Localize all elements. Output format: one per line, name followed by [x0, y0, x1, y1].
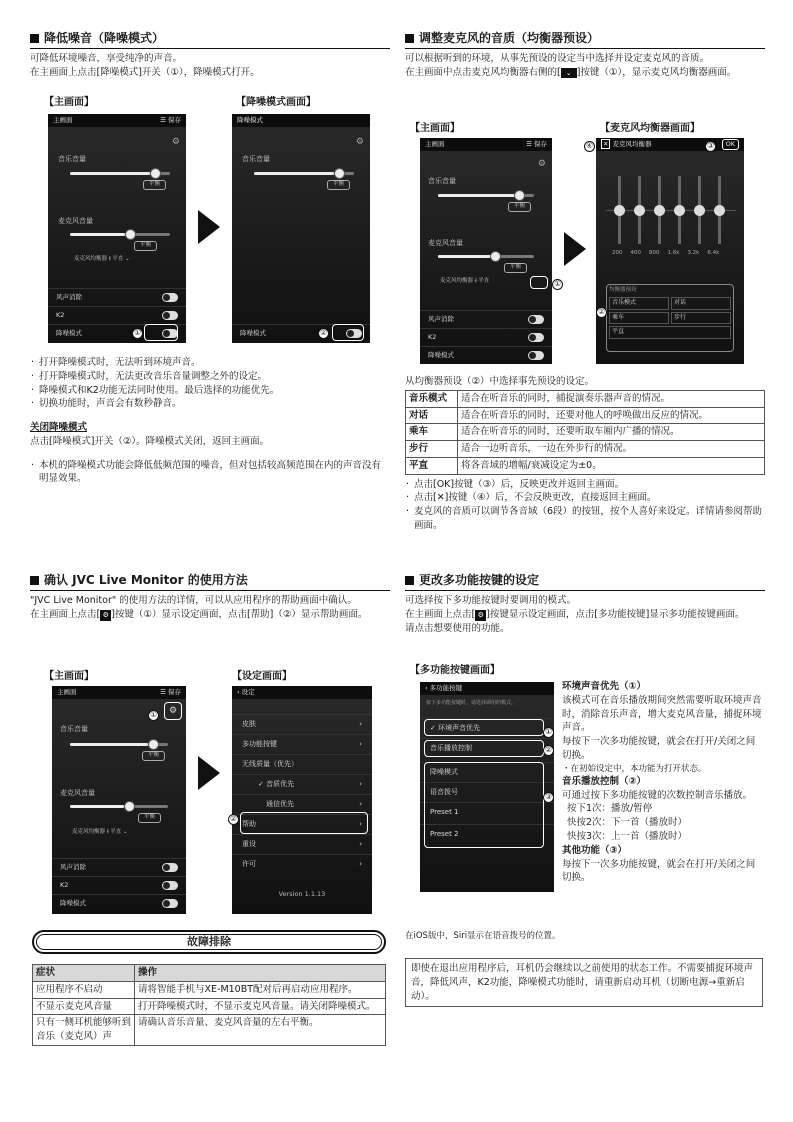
- bullet: · 打开降噪模式时，无法更改音乐音量调整之外的设定。: [30, 370, 390, 384]
- callout-2: ②: [596, 305, 607, 319]
- nc-row[interactable]: 降噪模式: [52, 894, 186, 912]
- section-title: 确认 JVC Live Monitor 的使用方法: [30, 572, 390, 591]
- balance-button[interactable]: 平衡: [143, 180, 166, 190]
- k2-row[interactable]: K2: [52, 876, 186, 894]
- version-text: Version 1.1.13: [278, 890, 326, 898]
- eq-row[interactable]: 麦克风均衡器 ⫲ 平直: [440, 278, 490, 284]
- section-title: 降低噪音（降噪模式）: [30, 30, 390, 49]
- freq-labels: 200 400 800 1.6k 3.2k 6.4k: [612, 250, 720, 256]
- label-settings-screen: 【设定画面】: [232, 671, 292, 682]
- label-main-screen: 【主画面】: [44, 97, 94, 108]
- preset-talk[interactable]: 对话: [671, 297, 731, 310]
- highlight-2: [332, 324, 364, 341]
- phone-multifunction-screen: ‹ 多功能按键 按下多功能按键时，请选择调用的模式。 ✓ 环境声音优先 音乐播放控制 降噪模式 语音拨号 Preset 1 Preset 2: [420, 682, 554, 892]
- paragraph: 该模式可在音乐播放期间突然需要听取环境声音时，消除音乐声音，增大麦克风音量，捕捉环境声音。: [562, 694, 762, 734]
- callout-4: ④: [584, 139, 595, 153]
- table-row: 乘车 适合在听音乐的同时，还要听取车厢内广播的情况。: [406, 424, 765, 441]
- callout-1: ①: [552, 277, 563, 291]
- paragraph: 在主画面上点击[ ⚙ ]按键显示设定画面，点击[多功能按键]显示多功能按键画面。: [405, 609, 745, 621]
- menu-skin[interactable]: 皮肤 ›: [232, 714, 372, 734]
- table-row: 只有一侧耳机能够听到音乐（麦克风）声 请确认音乐音量、麦克风音量的左右平衡。: [33, 1015, 386, 1046]
- paragraph: 可以根据听到的环境，从事先预设的设定当中选择并设定麦克风的音质。: [405, 53, 710, 65]
- hint-text: 按下多功能按键时，请选择调用的模式。: [426, 700, 517, 706]
- section-title: 更改多功能按键的设定: [405, 572, 765, 591]
- ios-note: 在iOS版中，Siri显示在语音拨号的位置。: [405, 931, 561, 941]
- balance-button[interactable]: 平衡: [134, 241, 157, 251]
- table-row: 应用程序不启动 请将智能手机与XE-M10BT配对后再启动应用程序。: [33, 981, 386, 998]
- paragraph: 快按3次：上一首（播放时）: [567, 830, 688, 842]
- music-volume-label: 音乐音量: [60, 725, 88, 733]
- paragraph: 快按2次：下一首（播放时）: [567, 817, 688, 829]
- nc-notes: [30, 356, 390, 486]
- music-volume-slider[interactable]: [254, 172, 354, 175]
- bullet: · 降噪模式和K2功能无法同时使用。最后选择的功能优先。: [30, 384, 390, 398]
- highlight-1: [144, 324, 178, 341]
- menu-help[interactable]: 帮助 ›: [232, 814, 372, 834]
- highlight-3: [424, 762, 544, 848]
- label-main-screen: 【主画面】: [44, 671, 94, 682]
- balance-button[interactable]: 平衡: [327, 180, 350, 190]
- section-noise-cancel: [30, 30, 390, 80]
- option-preset1[interactable]: Preset 1: [420, 802, 554, 822]
- paragraph: 可通过按下多功能按键的次数控制音乐播放。: [562, 789, 753, 801]
- highlight-help: [240, 812, 368, 834]
- section-mic-eq: [405, 30, 765, 80]
- balance-button[interactable]: 平衡: [504, 263, 527, 273]
- trouble-table: 症状 操作 应用程序不启动 请将智能手机与XE-M10BT配对后再启动应用程序。 不显示麦克风音量 打开降噪模式时，不显示麦克风音量。请关闭降噪模式。 只有一侧耳机能够听到音乐（麦克风）声 请确认音乐音量、麦克风音量的左右平衡。: [32, 964, 386, 1046]
- highlight-1: [530, 276, 548, 289]
- chevron-down-icon: ⌄: [561, 68, 577, 78]
- mic-volume-label: 麦克风音量: [428, 239, 463, 247]
- option-title: 其他功能（③）: [562, 844, 628, 856]
- ok-button[interactable]: OK: [722, 139, 739, 150]
- paragraph: 请点击想要使用的功能。: [405, 622, 510, 634]
- eq-row[interactable]: 麦克风均衡器 ⫲ 平直 ⌄: [72, 829, 128, 835]
- phone-main-screen-2: 主画面 ☰ 保存 ⚙ 音乐音量 平衡 麦克风音量 平衡 麦克风均衡器 ⫲ 平直 风声消除 K2 降噪模式: [420, 138, 552, 364]
- phone-nc-screen: 降噪模式 ⚙ 音乐音量 平衡 降噪模式: [232, 114, 370, 343]
- eq-row[interactable]: 麦克风均衡器 ⫲ 平直 ⌄: [74, 256, 130, 262]
- mic-volume-slider[interactable]: [438, 255, 534, 258]
- nc-row[interactable]: 降噪模式: [48, 324, 186, 342]
- paragraph: 每按下一次多功能按键，就会在打开/关闭之间切换。: [562, 736, 756, 761]
- paragraph: 按下1次：播放/暂停: [567, 803, 653, 815]
- arrow-right-icon: [198, 756, 220, 790]
- option-title: 环境声音优先（①）: [562, 681, 647, 692]
- menu-sound-priority[interactable]: ✓ 音质优先 ›: [232, 774, 372, 794]
- callout-2: ②: [228, 812, 239, 826]
- eq-presets-explanation: [405, 375, 765, 533]
- balance-button[interactable]: 平衡: [508, 202, 531, 212]
- music-volume-slider[interactable]: [438, 194, 534, 197]
- mic-volume-label: 麦克风音量: [60, 789, 95, 797]
- table-row: 步行 适合一边听音乐，一边在外步行的情况。: [406, 441, 765, 458]
- bullet: · 麦克风的音质可以调节各音域（6段）的按钮，按个人喜好来设定。详情请参阅帮助画面。: [405, 505, 765, 533]
- screen-title: 主画面: [53, 115, 73, 124]
- phone-eq-screen: ✕ 麦克风均衡器 OK 200 400 800 1.6k 3.2k 6.4k 均衡器预设 音乐模式 对话 乘车 步行 平直: [596, 138, 744, 364]
- preset-ride[interactable]: 乘车: [609, 312, 669, 325]
- menu-wireless: 无线质量（优先）: [232, 754, 372, 774]
- label-multifunction-screen: 【多功能按键画面】: [410, 665, 500, 676]
- subheading: 关闭降噪模式: [30, 422, 88, 434]
- paragraph: 可降低环境噪音，享受纯净的声音。: [30, 53, 183, 65]
- option-title: 音乐播放控制（②）: [562, 775, 647, 787]
- callout-1: ①: [543, 725, 554, 739]
- option-ambient[interactable]: ✓ 环境声音优先: [420, 718, 554, 738]
- option-preset2[interactable]: Preset 2: [420, 824, 554, 844]
- gear-icon: ⚙: [100, 610, 111, 621]
- section-title: 调整麦克风的音质（均衡器预设）: [405, 30, 765, 49]
- phone-settings-screen: ‹ 设定 皮肤 › 多功能按键 › 无线质量（优先） ✓ 音质优先 › 通信优先 › 帮助 › 重设 › 许可 › Version 1.1.13: [232, 686, 372, 914]
- nc-row[interactable]: 降噪模式: [420, 346, 552, 364]
- table-row: 平直 将各音域的增幅/衰减设定为±0。: [406, 457, 765, 474]
- bullet: · 本机的降噪模式功能会降低低频范围的噪音，但对包括较高频范围在内的声音没有明显效果。: [30, 459, 390, 487]
- paragraph: 点击[降噪模式]开关（②）。降噪模式关闭，返回主画面。: [30, 435, 270, 447]
- bullet: · 点击[✕]按键（④）后，不会反映更改，直接返回主画面。: [405, 491, 765, 505]
- balance-button[interactable]: 平衡: [142, 751, 165, 761]
- arrow-right-icon: [198, 210, 220, 244]
- section-multifunction: [405, 572, 765, 636]
- wind-row[interactable]: 风声消除: [48, 288, 186, 306]
- label-eq-screen: 【麦克风均衡器画面】: [600, 123, 700, 134]
- music-volume-label: 音乐音量: [58, 155, 86, 163]
- preset-title: 均衡器预设: [609, 287, 637, 293]
- mic-volume-label: 麦克风音量: [58, 217, 93, 225]
- gear-icon: ⚙: [475, 610, 486, 621]
- k2-row[interactable]: K2: [420, 328, 552, 346]
- table-row: 音乐模式 适合在听音乐的同时，捕捉演奏乐器声音的情况。: [406, 390, 765, 407]
- preset-walk[interactable]: 步行: [671, 312, 731, 325]
- preset-panel: [606, 284, 734, 352]
- table-row: 不显示麦克风音量 打开降噪模式时，不显示麦克风音量。请关闭降噪模式。: [33, 998, 386, 1015]
- paragraph: "JVC Live Monitor" 的使用方法的详情，可以从应用程序的帮助画面中确认。: [30, 595, 357, 607]
- highlight-2: [424, 740, 544, 757]
- wind-row[interactable]: 风声消除: [52, 858, 186, 876]
- mic-volume-slider[interactable]: [70, 233, 170, 236]
- callout-3: ③: [543, 790, 554, 804]
- phone-main-screen: [48, 114, 186, 343]
- paragraph: 从均衡器预设（②）中选择事先预设的设定。: [405, 376, 595, 387]
- phone-main-screen-3: 主画面 ☰ 保存 ⚙ 音乐音量 平衡 麦克风音量 平衡 麦克风均衡器 ⫲ 平直 ⌄ 风声消除 K2 降噪模式: [52, 686, 186, 914]
- balance-button[interactable]: 平衡: [138, 813, 161, 823]
- bullet: · 打开降噪模式时，无法听到环境声音。: [30, 356, 390, 370]
- label-main-screen: 【主画面】: [410, 123, 460, 134]
- wind-row[interactable]: 风声消除: [420, 310, 552, 328]
- highlight-1: [424, 719, 544, 736]
- callout-2: ②: [543, 743, 554, 757]
- bullet: · 点击[OK]按键（③）后，反映更改并返回主画面。: [405, 478, 765, 492]
- menu-comm-priority[interactable]: 通信优先 ›: [232, 794, 372, 814]
- option-music[interactable]: 音乐播放控制: [420, 738, 554, 758]
- music-volume-slider[interactable]: [70, 172, 170, 175]
- option-nc[interactable]: 降噪模式: [420, 762, 554, 782]
- preset-table: [405, 390, 765, 475]
- gear-icon[interactable]: ⚙: [537, 159, 546, 169]
- close-icon[interactable]: ✕: [603, 139, 609, 148]
- callout-1: ①: [148, 708, 159, 722]
- callout-3: ③: [705, 139, 716, 153]
- mic-volume-slider[interactable]: [70, 805, 168, 808]
- gear-icon[interactable]: ⚙: [171, 137, 180, 147]
- music-volume-label: 音乐音量: [428, 177, 456, 185]
- k2-row[interactable]: K2: [48, 306, 186, 324]
- multifunction-descriptions: [562, 680, 762, 885]
- callout-1: ①: [132, 326, 143, 340]
- menu-icon[interactable]: ☰ 保存: [160, 115, 181, 124]
- restart-note: 即使在退出应用程序后，耳机仍会继续以之前使用的状态工作。不需要捕捉环境声音，降低风声，K2功能，降噪模式功能时，请重新启动耳机（切断电源→重新启动）。: [405, 958, 763, 1007]
- section-help: [30, 572, 390, 622]
- preset-flat[interactable]: 平直: [609, 326, 731, 339]
- option-voice[interactable]: 语音拨号: [420, 782, 554, 802]
- music-volume-label: 音乐音量: [242, 155, 270, 163]
- paragraph: 可选择按下多功能按键时要调用的模式。: [405, 595, 577, 607]
- paragraph: 在主画面上点击[ ⚙ ]按键（①）显示设定画面，点击[帮助]（②）显示帮助画面。: [30, 609, 368, 621]
- paragraph: 每按下一次多功能按键，就会在打开/关闭之间切换。: [562, 858, 756, 884]
- paragraph: ・在初始设定中，本功能为打开状态。: [562, 763, 707, 774]
- gear-icon[interactable]: ⚙: [355, 137, 364, 147]
- trouble-banner: 故障排除: [32, 930, 386, 954]
- bullet: · 切换功能时，声音会有数秒静音。: [30, 397, 390, 411]
- preset-music[interactable]: 音乐模式: [609, 297, 669, 310]
- menu-license[interactable]: 许可 ›: [232, 854, 372, 874]
- paragraph: 在主画面上点击[降噪模式]开关（①），降噪模式打开。: [30, 67, 260, 79]
- label-nc-screen: 【降噪模式画面】: [236, 97, 316, 108]
- table-row: 对话 适合在听音乐的同时，还要对他人的呼唤做出反应的情况。: [406, 407, 765, 424]
- menu-multifunction[interactable]: 多功能按键 ›: [232, 734, 372, 754]
- eq-bands[interactable]: [606, 168, 736, 248]
- callout-2: ②: [318, 326, 329, 340]
- nc-row[interactable]: 降噪模式: [232, 324, 370, 342]
- menu-reset[interactable]: 重设 ›: [232, 834, 372, 854]
- arrow-right-icon: [564, 232, 586, 266]
- gear-icon[interactable]: ⚙: [169, 706, 178, 716]
- music-volume-slider[interactable]: [70, 743, 168, 746]
- paragraph: 在主画面中点击麦克风均衡器右侧的[ ⌄ ]按键（①），显示麦克风均衡器画面。: [405, 67, 737, 79]
